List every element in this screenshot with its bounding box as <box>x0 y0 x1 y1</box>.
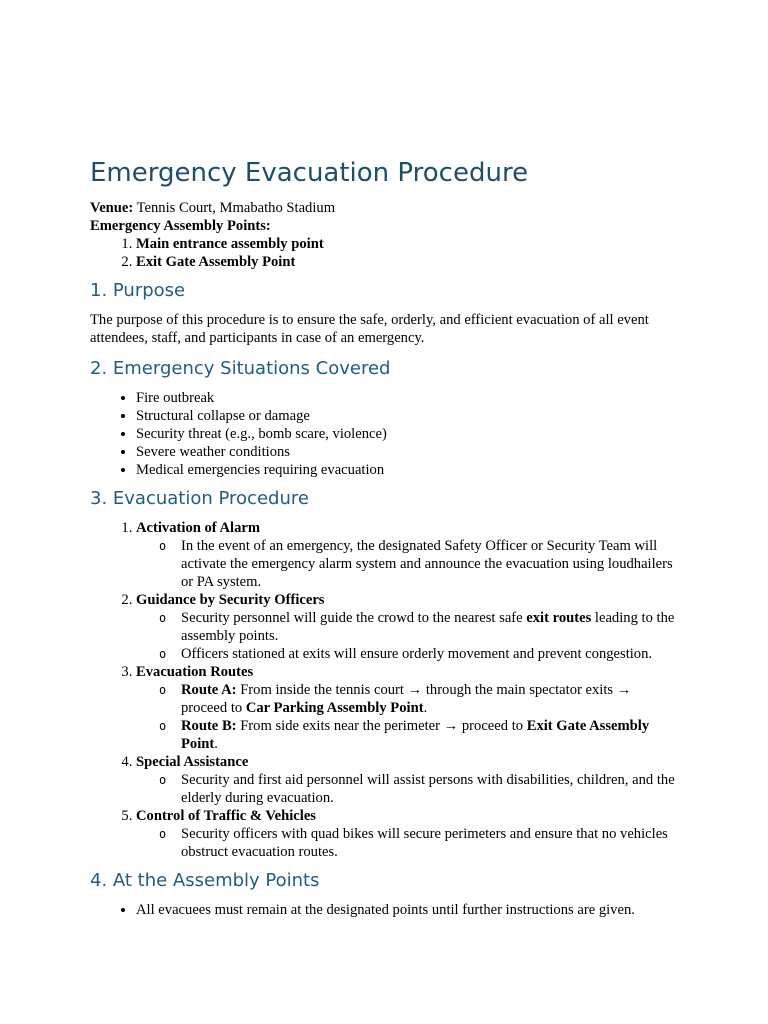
list-item: o Security officers with quad bikes will secure perimeters and ensure that no vehicles obstruct evacuation routes. <box>181 825 678 861</box>
procedure-step: 4. Special Assistance o Security and first aid personnel will assist persons with disabilities, children, and the elderly during evacuation. <box>136 753 678 807</box>
list-item: o Route B: From side exits near the perimeter → proceed to Exit Gate Assembly Point. <box>181 717 678 753</box>
section-heading-purpose: 1. Purpose <box>90 280 186 301</box>
list-item: • Medical emergencies requiring evacuation <box>136 461 678 479</box>
section-heading-procedure: 3. Evacuation Procedure <box>90 488 309 509</box>
venue-value: Tennis Court, Mmabatho Stadium <box>133 200 336 216</box>
document-title: Emergency Evacuation Procedure <box>90 158 529 188</box>
list-item: • Fire outbreak <box>136 389 678 407</box>
procedure-step: 5. Control of Traffic & Vehicles o Security officers with quad bikes will secure perimeters and ensure that no vehicles obstruct evacuation routes. <box>136 807 678 861</box>
procedure-step: 1. Activation of Alarm o In the event of an emergency, the designated Safety Officer or Security Team will activate the emergency alarm system and announce the evacuation using loudhailers or PA system. <box>136 519 678 591</box>
list-item: 1. Main entrance assembly point <box>136 235 678 253</box>
venue-label: Venue: <box>90 200 134 216</box>
assembly-list <box>90 901 678 919</box>
situations-list <box>90 389 678 479</box>
purpose-text: The purpose of this procedure is to ensure the safe, orderly, and efficient evacuation of all event attendees, staff, and participants in case of an emergency. <box>90 312 649 346</box>
list-item: • All evacuees must remain at the designated points until further instructions are given. <box>136 901 678 919</box>
assembly-points-label-line <box>90 217 678 235</box>
list-item: • Structural collapse or damage <box>136 407 678 425</box>
list-item: o In the event of an emergency, the designated Safety Officer or Security Team will activate the emergency alarm system and announce the evacuation using loudhailers or PA system. <box>181 537 678 591</box>
list-item: • Severe weather conditions <box>136 443 678 461</box>
procedure-steps-list <box>90 519 678 861</box>
section-heading-situations: 2. Emergency Situations Covered <box>90 358 391 379</box>
section-heading-assembly: 4. At the Assembly Points <box>90 870 320 891</box>
procedure-step: 3. Evacuation Routes o Route A: From inside the tennis court → through the main spectator exits → proceed to Car Parking Assembly Point. o Route B: From side exits near the perimeter → proceed to Exit Gate Assembly Point. <box>136 663 678 753</box>
list-item: o Officers stationed at exits will ensure orderly movement and prevent congestion. <box>181 645 678 663</box>
assembly-points-list <box>90 235 678 271</box>
list-item: 2. Exit Gate Assembly Point <box>136 253 678 271</box>
list-item: • Security threat (e.g., bomb scare, violence) <box>136 425 678 443</box>
list-item: o Route A: From inside the tennis court → through the main spectator exits → proceed to Car Parking Assembly Point. <box>181 681 678 717</box>
procedure-step: 2. Guidance by Security Officers o Security personnel will guide the crowd to the nearest safe exit routes leading to the assembly points. o Officers stationed at exits will ensure orderly movement and prevent congestion. <box>136 591 678 663</box>
list-item: o Security and first aid personnel will assist persons with disabilities, children, and the elderly during evacuation. <box>181 771 678 807</box>
venue-line <box>90 199 678 217</box>
assembly-points-label: Emergency Assembly Points: <box>90 218 271 234</box>
list-item: o Security personnel will guide the crowd to the nearest safe exit routes leading to the assembly points. <box>181 609 678 645</box>
